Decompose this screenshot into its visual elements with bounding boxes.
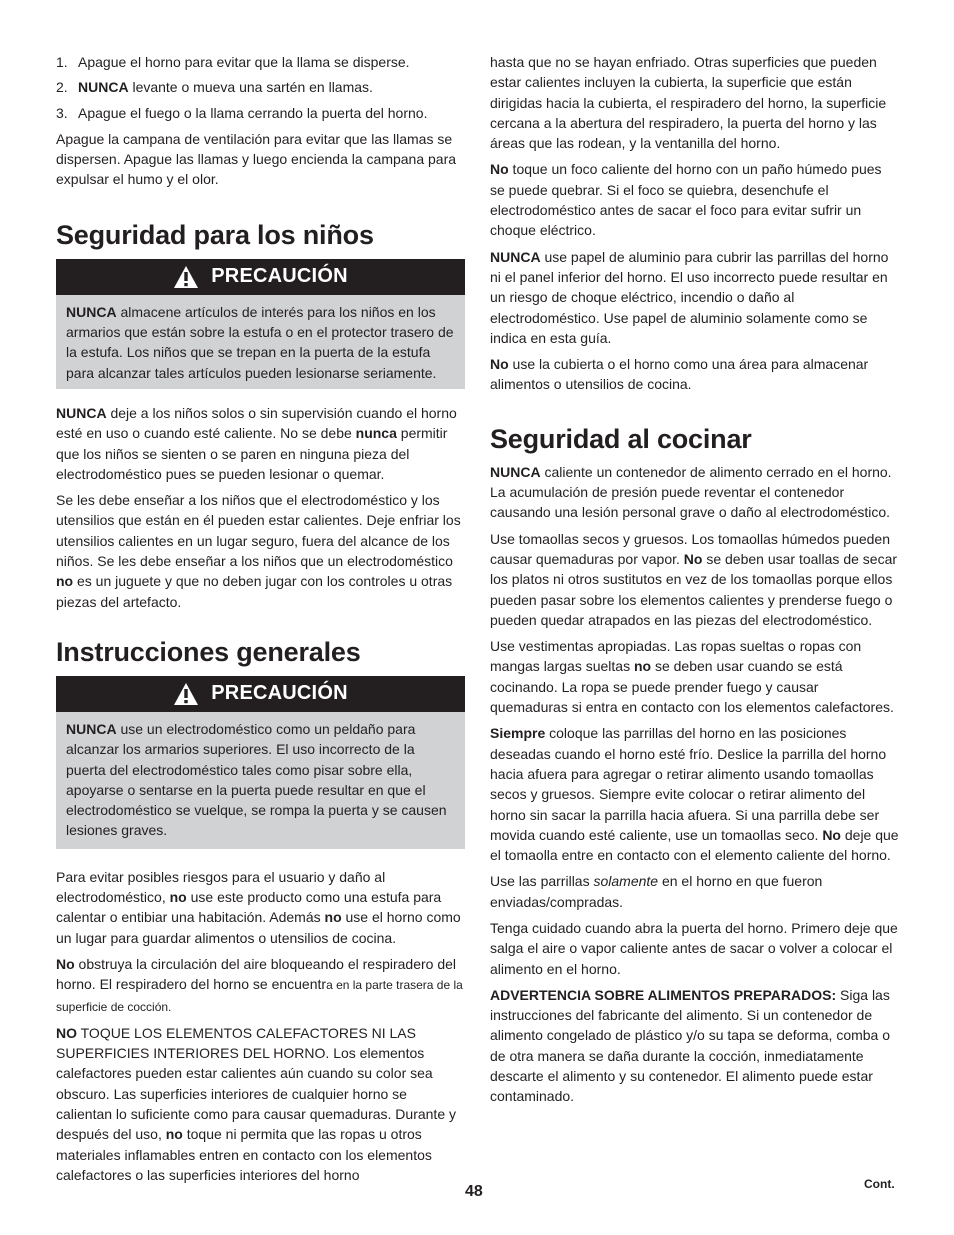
- general-paragraph-3: NO TOQUE LOS ELEMENTOS CALEFACTORES NI LAS SUPERFICIES INTERIORES DEL HORNO. Los elementos calefactores pueden estar calientes aún cuando su color sea obscuro. Las superficies interiores de cualquier horno se calientan lo suficiente como para causar quemaduras. Durante y después del uso, no toque ni permita que las ropas u otros materiales inflamables entren en contacto con los elementos calefactores o las superficies interiores del horno: [56, 1024, 456, 1183]
- warning-triangle-icon: [173, 265, 199, 289]
- foil-paragraph: NUNCA use papel de aluminio para cubrir las parrillas del horno ni el panel inferior del horno. El uso incorrecto puede resultar en un riesgo de choque eléctrico, incendio o daño al electrodoméstico. Use papel de aluminio solamente como se indica en esta guía.: [490, 248, 889, 346]
- list-item: 1. Apague el horno para evitar que la llama se disperse.: [56, 54, 410, 70]
- fire-steps-list: [56, 52, 465, 123]
- bulb-paragraph: No toque un foco caliente del horno con un paño húmedo pues se puede quebrar. Si el foco se quiebra, desenchufe el electrodoméstico antes de sacar el foco para evitar sufrir un choque eléctrico.: [490, 161, 882, 239]
- section-title-children: Seguridad para los niños: [56, 219, 374, 250]
- cooking-paragraph-3: Use vestimentas apropiadas. Las ropas sueltas o ropas con mangas largas sueltas no se deben usar cuando se está cocinando. La ropa se puede prender fuego y causar quemaduras si entra en contacto con los elementos calefactores.: [490, 638, 894, 716]
- general-paragraph-2: No obstruya la circulación del aire bloqueando el respiradero del horno. El respiradero del horno se encuentra en la parte trasera de la superficie de cocción.: [56, 955, 463, 1014]
- page-number: 48: [465, 1183, 483, 1200]
- caution-body: NUNCA use un electrodoméstico como un peldaño para alcanzar los armarios superiores. El uso incorrecto de la puerta del electrodoméstico tales como pisar sobre ella, apoyarse o sentarse en la puerta puede resultar en que el electrodoméstico se vuelque, se rompa la puerta y se causen lesiones graves.: [56, 712, 465, 849]
- general-paragraph-1: Para evitar posibles riesgos para el usuario y daño al electrodoméstico, no use este producto como una estufa para calentar o entibiar una habitación. Además no use el horno como un lugar para guardar alimentos o utensilios de cocina.: [56, 868, 461, 946]
- list-item: 2. NUNCA levante o mueva una sartén en llamas.: [56, 79, 373, 96]
- caution-header: PRECAUCIÓN: [56, 676, 465, 712]
- children-paragraph-1: NUNCA deje a los niños solos o sin supervisión cuando el horno esté en uso o cuando esté caliente. No se debe nunca permitir que los niños se sienten o se paren en ninguna pieza del electrodoméstico pues se pueden lesionar o quemar.: [56, 404, 457, 482]
- cooking-paragraph-1: NUNCA caliente un contenedor de alimento cerrado en el horno. La acumulación de presión puede reventar el contenedor causando una lesión personal grave o daño al electrodoméstico.: [490, 463, 892, 521]
- section-title-cooking: Seguridad al cocinar: [490, 423, 752, 454]
- right-column: [490, 52, 900, 1113]
- cooking-paragraph-2: Use tomaollas secos y gruesos. Los tomaollas húmedos pueden causar quemaduras por vapor. No se deben usar toallas de secar los platos ni otros sustitutos en vez de los tomaollas porque ellos pueden pasar sobre los elementos calientes y prenderse fuego o pueden quedar atrapados en las piezas del electrodoméstico.: [490, 530, 898, 628]
- hood-paragraph: Apague la campana de ventilación para evitar que las llamas se dispersen. Apague las llamas y luego encienda la campana para expulsar el humo y el olor.: [56, 130, 457, 188]
- caution-box-general: [56, 676, 465, 849]
- cooking-paragraph-5: Use las parrillas solamente en el horno en que fueron enviadas/compradas.: [490, 873, 823, 910]
- continued-paragraph: hasta que no se hayan enfriado. Otras superficies que pueden estar calientes incluyen la cubierta, la superficie que están dirigidas hacia la cubierta, el respiradero del horno, la superficie cercana a la abertura del respiradero, la puerta del horno y las áreas que las rodean, y la ventanilla del horno.: [490, 54, 887, 152]
- caution-body: NUNCA almacene artículos de interés para los niños en los armarios que están sobre la estufa o en el protector trasero de la estufa. Los niños que se trepan en la puerta de la estufa para alcanzar tales artículos pueden lesionarse seriamente.: [56, 295, 465, 389]
- storage-paragraph: No use la cubierta o el horno como una área para almacenar alimentos o utensilios de cocina.: [490, 356, 869, 393]
- caution-box-children: [56, 259, 465, 389]
- caution-header: PRECAUCIÓN: [56, 259, 465, 295]
- left-column: [56, 52, 465, 1191]
- cooking-paragraph-4: Siempre coloque las parrillas del horno en las posiciones deseadas cuando el horno esté frío. Deslice la parrilla del horno hacia afuera para agregar o retirar alimento usando tomaollas secos y gruesos. Siempre evite colocar o retirar alimento del horno sin sacar la parrilla hacia afuera. Si una parrilla debe ser movida cuando esté caliente, use un tomaollas seco. No deje que el tomaolla entre en contacto con el elemento caliente del horno.: [490, 725, 899, 864]
- cooking-paragraph-6: Tenga cuidado cuando abra la puerta del horno. Primero deje que salga el aire o vapor caliente antes de sacar o volver a colocar el alimento en el horno.: [490, 919, 898, 977]
- list-item: 3. Apague el fuego o la llama cerrando la puerta del horno.: [56, 104, 428, 121]
- children-paragraph-2: Se les debe enseñar a los niños que el electrodoméstico y los utensilios que están en él pueden estar calientes. Deje enfriar los utensilios calientes en un lugar seguro, fuera del alcance de los niños. Se les debe enseñar a los niños que un electrodoméstico no es un juguete y que no deben jugar con los controles u otras piezas del artefacto.: [56, 492, 461, 610]
- section-title-general: Instrucciones generales: [56, 636, 361, 667]
- continued-label: Cont.: [864, 1177, 895, 1191]
- cooking-paragraph-7: ADVERTENCIA SOBRE ALIMENTOS PREPARADOS: Siga las instrucciones del fabricante del alimento. Si un contenedor de alimento congelado de plástico y/o su tapa se deforma, comba o de otra manera se daña durante la cocción, inmediatamente descarte el alimento y su contenedor. El alimento puede estar contaminado.: [490, 986, 891, 1105]
- warning-triangle-icon: [173, 682, 199, 706]
